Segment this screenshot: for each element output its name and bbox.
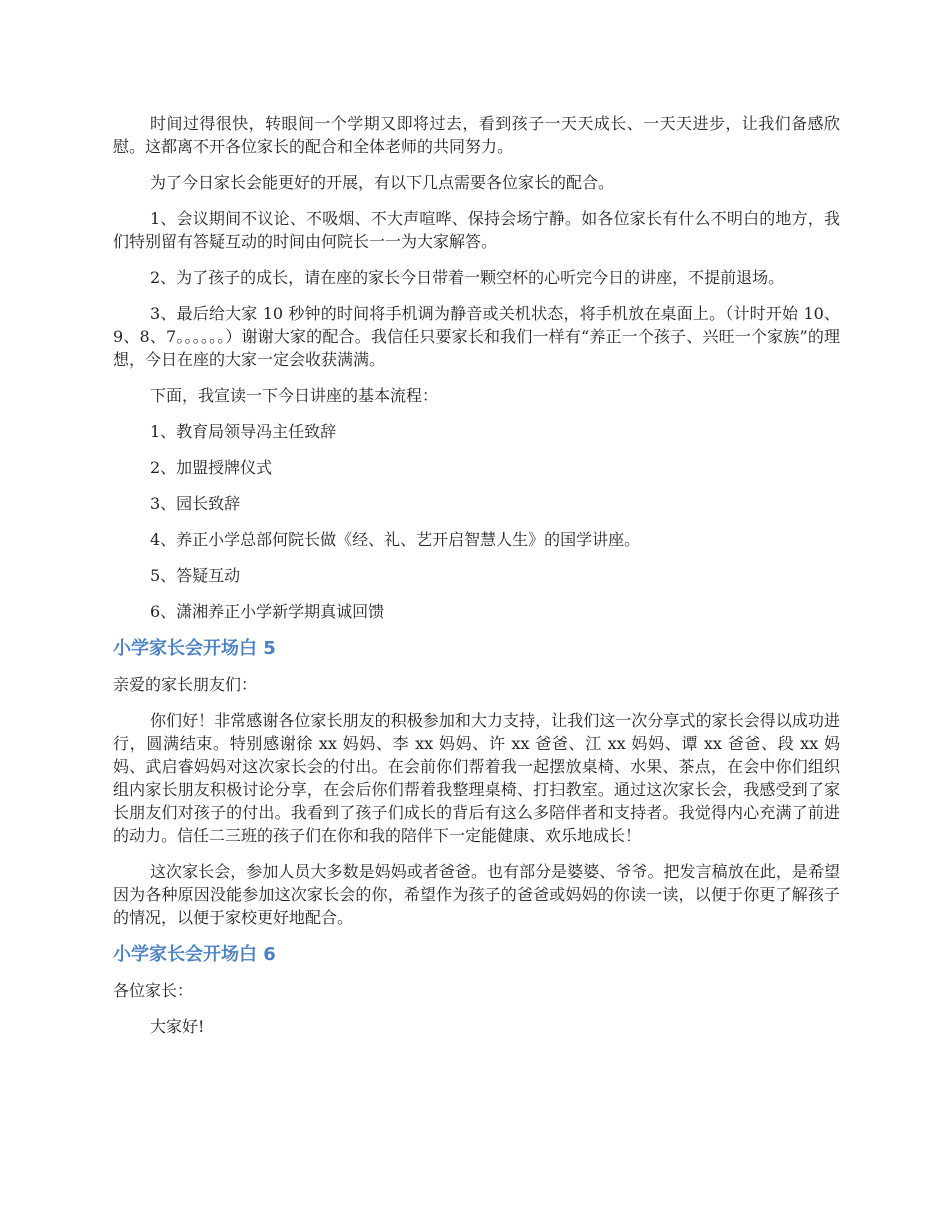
agenda-item: 4、养正小学总部何院长做《经、礼、艺开启智慧人生》的国学讲座。 (150, 530, 641, 549)
paragraph-rule-2: 2、为了孩子的成长，请在座的家长今日带着一颗空杯的心听完今日的讲座，不提前退场。 (150, 268, 785, 287)
paragraph-cooperation: 为了今日家长会能更好的开展，有以下几点需要各位家长的配合。 (150, 173, 615, 192)
paragraph-attendance: 这次家长会，参加人员大多数是妈妈或者爸爸。也有部分是婆婆、爷爷。把发言稿放在此，是希望因为各种原因没能参加这次家长会的你，希望作为孩子的爸爸或妈妈的你读一读，以便于你更了解孩子的情况，以便于家校更好地配合。 (113, 862, 840, 927)
paragraph-rule-3: 3、最后给大家 10 秒钟的时间将手机调为静音或关机状态，将手机放在桌面上。（计时开始 10、9、8、7。。。。。。）谢谢大家的配合。我信任只要家长和我们一样有“养正一个孩子、兴旺一个家族”的理想，今日在座的大家一定会收获满满。 (113, 304, 840, 369)
paragraph-thanks: 你们好！非常感谢各位家长朋友的积极参加和大力支持，让我们这一次分享式的家长会得以成功进行，圆满结束。特别感谢徐 xx 妈妈、李 xx 妈妈、许 xx 爸爸、江 xx 妈妈、谭 xx 爸爸、段 xx 妈妈、武启睿妈妈对这次家长会的付出。在会前你们帮着我一起摆放桌椅、水果、茶点，在会中你们组织组内家长朋友积极讨论分享，在会后你们帮着我整理桌椅、打扫教室。通过这次家长会，我感受到了家长朋友们对孩子的付出。我看到了孩子们成长的背后有这么多陪伴者和支持者。我觉得内心充满了前进的动力。信任二三班的孩子们在你和我的陪伴下一定能健康、欢乐地成长！ (113, 711, 840, 845)
paragraph-agenda-intro: 下面，我宣读一下今日讲座的基本流程： (150, 386, 439, 405)
paragraph-intro: 时间过得很快，转眼间一个学期又即将过去，看到孩子一天天成长、一天天进步，让我们备感欣慰。这都离不开各位家长的配合和全体老师的共同努力。 (113, 114, 840, 156)
section-heading-6: 小学家长会开场白 6 (113, 944, 276, 965)
salutation-5: 亲爱的家长朋友们： (113, 675, 258, 694)
agenda-item: 3、园长致辞 (150, 494, 241, 513)
section-heading-5: 小学家长会开场白 5 (113, 638, 276, 659)
agenda-item: 1、教育局领导冯主任致辞 (150, 422, 337, 441)
agenda-item: 2、加盟授牌仪式 (150, 458, 273, 477)
greeting-6: 大家好! (150, 1017, 205, 1036)
salutation-6: 各位家长： (113, 981, 194, 1000)
paragraph-rule-1: 1、会议期间不议论、不吸烟、不大声喧哗、保持会场宁静。如各位家长有什么不明白的地方，我们特别留有答疑互动的时间由何院长一一为大家解答。 (113, 209, 840, 251)
agenda-item: 5、答疑互动 (150, 566, 241, 585)
document-page (113, 112, 840, 1038)
agenda-item: 6、潇湘养正小学新学期真诚回馈 (150, 602, 385, 621)
